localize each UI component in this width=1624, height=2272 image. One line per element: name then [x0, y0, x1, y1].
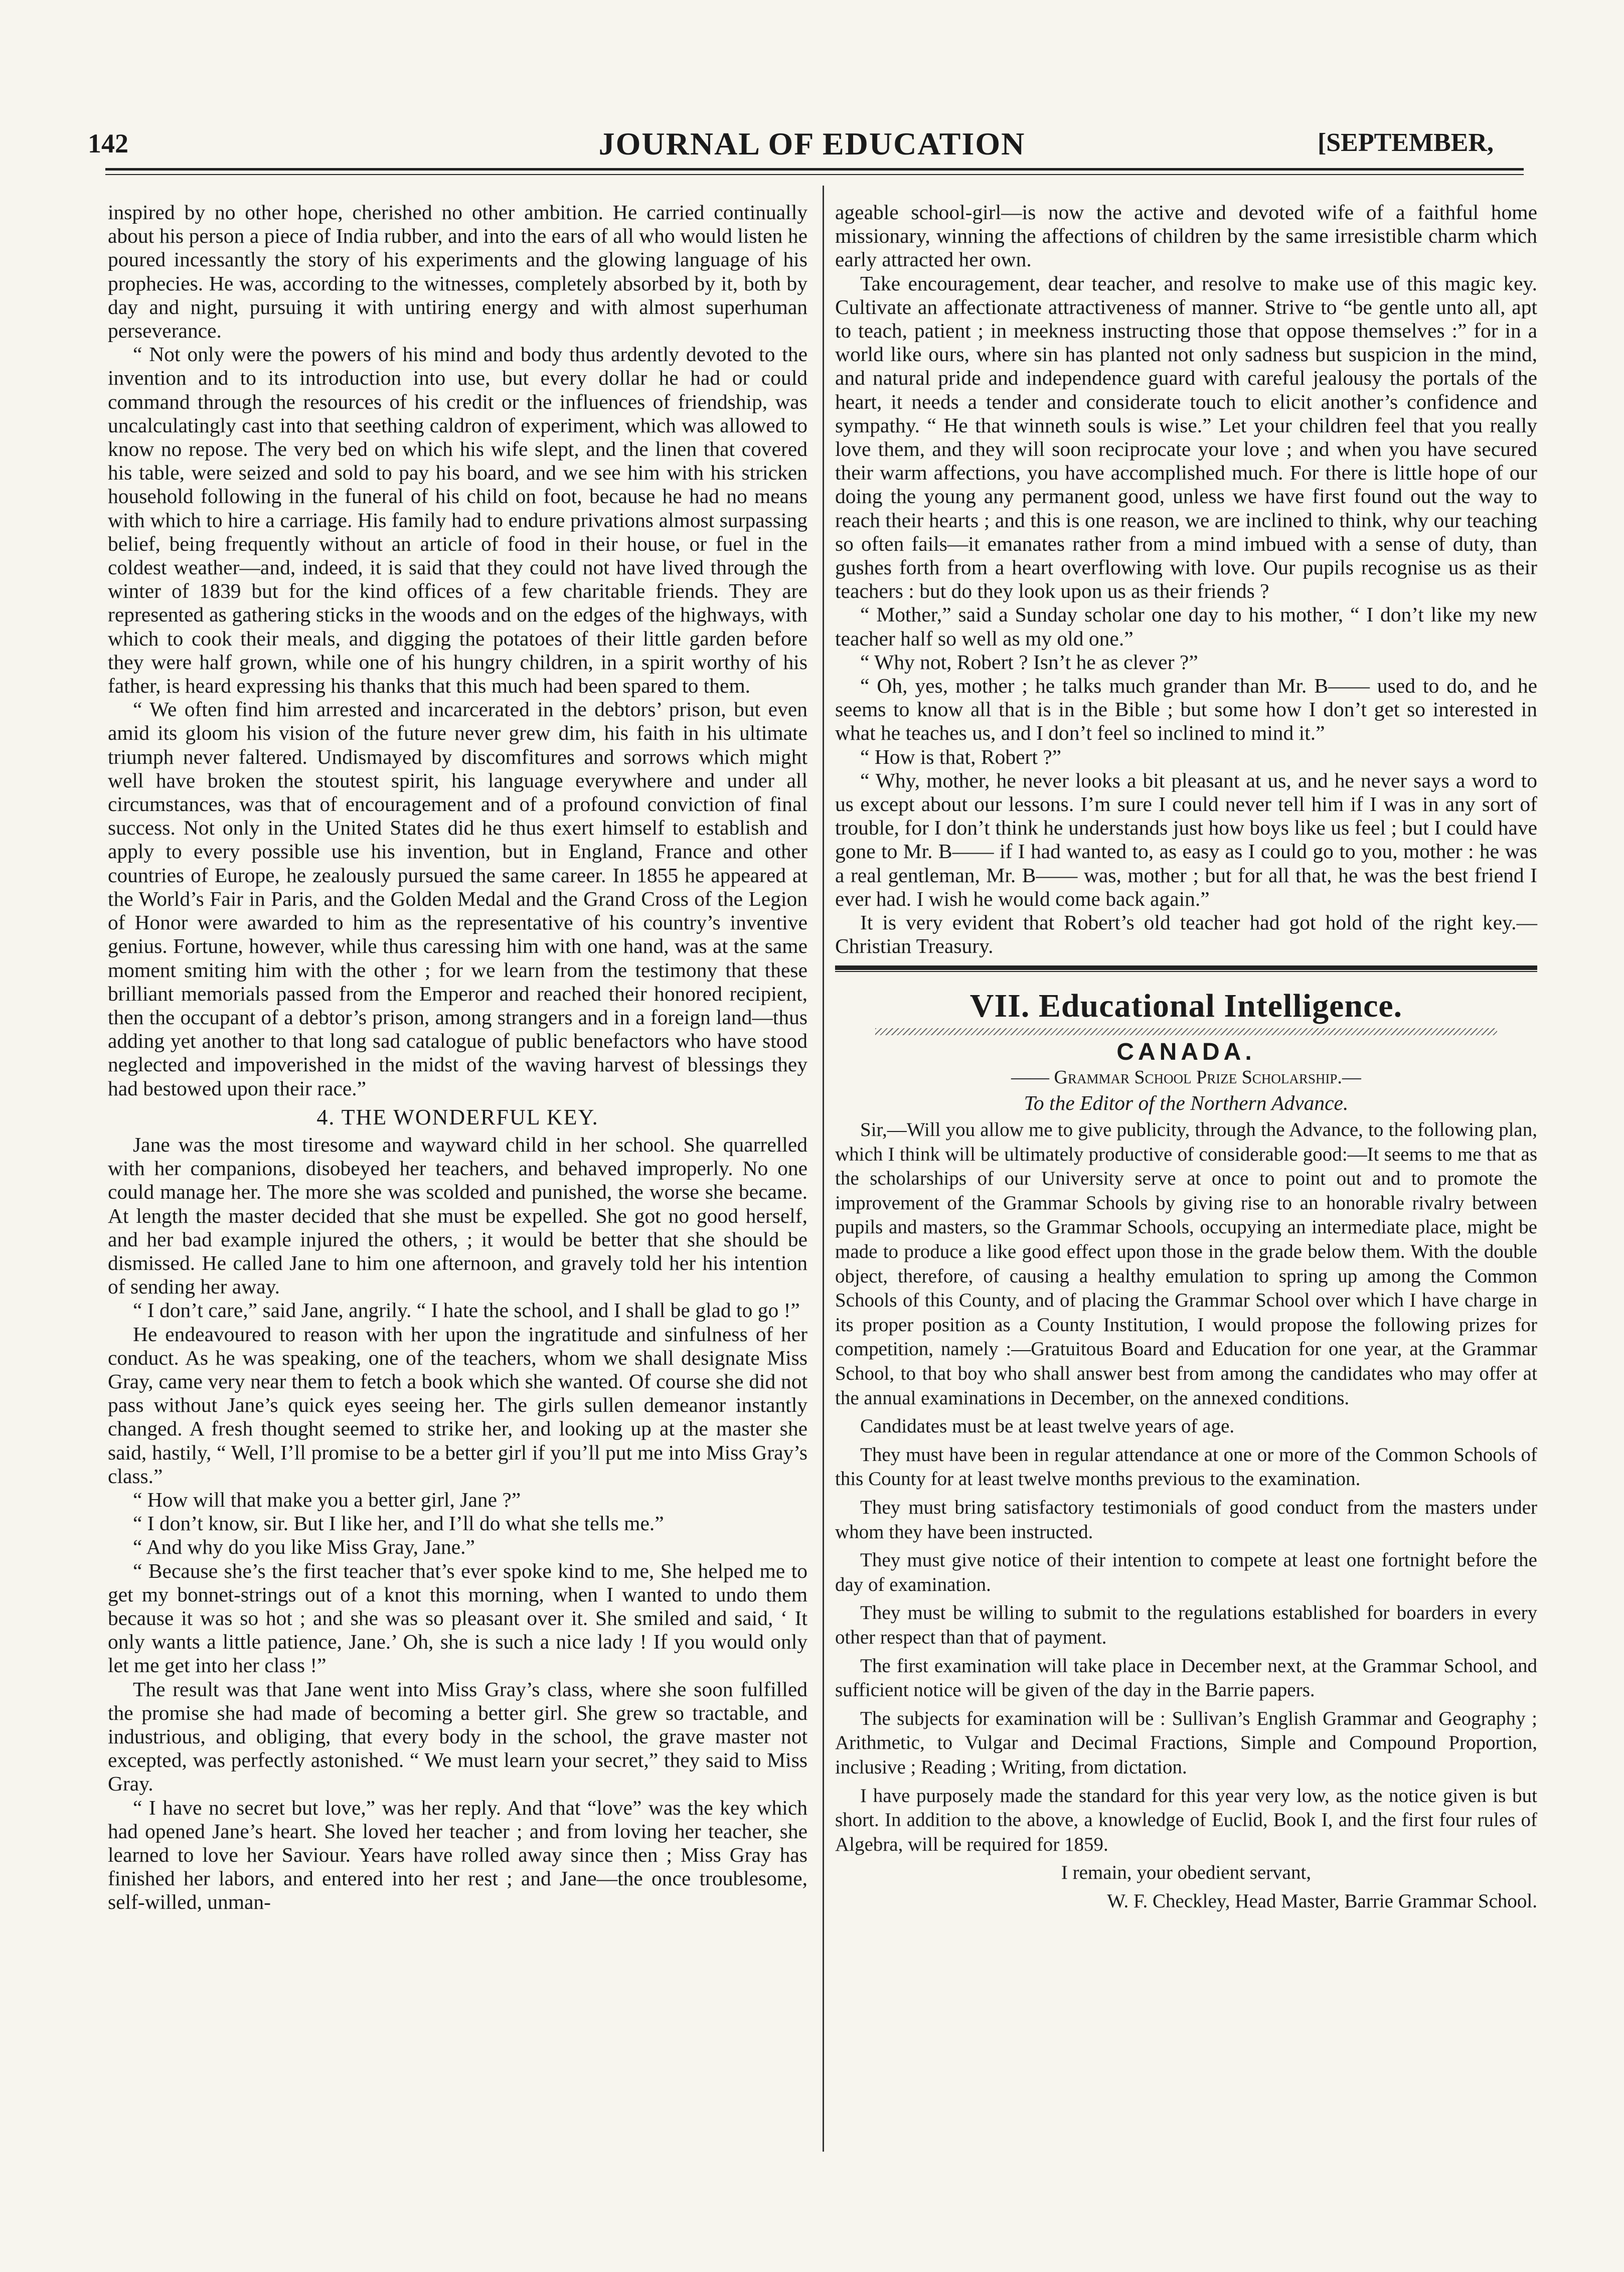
article-paragraph: He endeavoured to reason with her upon the ingratitude and sinfulness of her conduct. As he was speaking, one of the teachers, whom we shall designate Miss Gray, came very near them to fetch a book which she wanted. Of course she did not pass without Jane’s quick eyes seeing her. The girls sullen demeanor instantly changed. A fresh thought seemed to strike her, and looking up at the master she said, hastily, “ Well, I’ll promise to be a better girl if you’ll put me into Miss Gray’s class.”: [108, 1322, 807, 1488]
letter-paragraph: Sir,—Will you allow me to give publicity, through the Advance, to the following plan, which I think will be ultimately productive of considerable good:—It seems to me that as the scholarships of our University serve at once to point out and to promote the improvement of the Grammar Schools by giving rise to an honorable rivalry between pupils and masters, so the Grammar Schools, occupying an intermediate place, might be made to produce a like good effect upon those in the grade below them. With the double object, therefore, of causing a healthy emulation to spring up among the Common Schools of this County, and of placing the Grammar School over which I have charge in its proper position as a County Institution, I would propose the following prizes for competition, namely :—Gratuitous Board and Education for one year, at the Grammar School, to that boy who shall answer best from among the candidates who may offer at the annual examinations in December, on the annexed conditions.: [835, 1119, 1537, 1409]
section-rule-thick: [835, 965, 1537, 970]
letter-closing: I remain, your obedient servant,: [1061, 1862, 1312, 1884]
section-heading: VII. Educational Intelligence.: [969, 987, 1403, 1024]
header-rule-thick: [105, 168, 1524, 171]
header-rule-thin: [105, 174, 1524, 175]
letter-signature: W. F. Checkley, Head Master, Barrie Grammar School.: [1107, 1890, 1537, 1912]
article-paragraph: “ Because she’s the first teacher that’s ever spoke kind to me, She helped me to get my bonnet-strings out of a knot this morning, when I wanted to undo them because it was so hot ; and she was so pleasant over it. She smiled and said, ‘ It only wants a little patience, Jane.’ Oh, she is such a nice lady ! If you would only let me get into her class !”: [108, 1559, 807, 1677]
article-paragraph: “ How is that, Robert ?”: [860, 745, 1062, 768]
article-paragraph: “ I don’t know, sir. But I like her, and I’ll do what she tells me.”: [133, 1512, 664, 1535]
section-heading: 4. THE WONDERFUL KEY.: [316, 1104, 599, 1129]
letter-paragraph: The first examination will take place in December next, at the Grammar School, and sufficient notice will be given of the day in the Barrie papers.: [835, 1655, 1537, 1701]
subheading: CANADA.: [1116, 1038, 1256, 1065]
letter-paragraph: They must have been in regular attendance at one or more of the Common Schools of this County for at least twelve months previous to the examination.: [835, 1443, 1537, 1490]
page-number: 142: [88, 128, 128, 158]
letter-paragraph: I have purposely made the standard for this year very low, as the notice given is but short. In addition to the above, a knowledge of Euclid, Book I, and the first four rules of Algebra, will be required for 1859.: [835, 1784, 1537, 1855]
letter-paragraph: Candidates must be at least twelve years of age.: [860, 1415, 1235, 1437]
article-paragraph: “ How will that make you a better girl, Jane ?”: [133, 1488, 521, 1511]
article-paragraph: “ Not only were the powers of his mind and body thus ardently devoted to the invention and to its introduction into use, but every dollar he had or could command through the resources of his credit or the influences of friendship, was uncalculatingly cast into that seething caldron of experiment, which was allowed to know no repose. The very bed on which his wife slept, and the linen that covered his table, were seized and sold to pay his board, and we see him with his stricken household following in the funeral of his child on foot, because he had no means with which to hire a carriage. His family had to endure privations almost surpassing belief, being frequently without an article of food in their house, or fuel in the coldest weather—and, indeed, it is said that they could not have lived through the winter of 1839 but for the kind offices of a few charitable friends. They are represented as gathering sticks in the woods and on the edges of the highways, with which to cook their meals, and digging the potatoes of their little garden before they were half grown, while one of his hungry children, in a spirit worthy of his father, is heard expressing his thanks that this much had been spared to them.: [108, 343, 807, 698]
letter-paragraph: The subjects for examination will be : Sullivan’s English Grammar and Geography ; Arithmetic, to Vulgar and Decimal Fractions, Simple and Compound Proportion, inclusive ; Reading ; Writing, from dictation.: [835, 1707, 1537, 1778]
scholarship-title: —— Grammar School Prize Scholarship.—: [1011, 1066, 1361, 1088]
letter-addressee: To the Editor of the Northern Advance.: [1024, 1091, 1349, 1114]
article-paragraph: “ I have no secret but love,” was her reply. And that “love” was the key which had opened Jane’s heart. She loved her teacher ; and from loving her teacher, she learned to love her Saviour. Years have rolled away since then ; Miss Gray has finished her labors, and entered into her rest ; and Jane—the once troublesome, self-willed, unman-: [108, 1796, 807, 1914]
article-paragraph: “ And why do you like Miss Gray, Jane.”: [133, 1535, 475, 1559]
left-column: [108, 201, 807, 1914]
right-column: [835, 201, 1537, 1918]
article-paragraph: Jane was the most tiresome and wayward child in her school. She quarrelled with her companions, disobeyed her teachers, and behaved improperly. No one could manage her. The more she was scolded and punished, the worse she became. At length the master decided that she must be expelled. She got no good herself, and her bad example injured the others, ; it would be better that she should be dismissed. He called Jane to him one afternoon, and gravely told her his intention of sending her away.: [108, 1132, 807, 1299]
article-paragraph: ageable school-girl—is now the active and devoted wife of a faithful home missionary, winning the affections of children by the same irresistible charm which early attracted her own.: [835, 201, 1537, 271]
article-paragraph: “ Why, mother, he never looks a bit pleasant at us, and he never says a word to us except about our lessons. I’m sure I could never tell him if I was in any sort of trouble, for I don’t think he understands just how boys like us feel ; but I could have gone to Mr. B—— if I had wanted to, as easy as I could go to you, mother : he was a real gentleman, Mr. B—— was, mother ; but for all that, he was the best friend I ever had. I wish he would come back again.”: [835, 768, 1537, 910]
article-paragraph: “ Oh, yes, mother ; he talks much grander than Mr. B—— used to do, and he seems to know all that is in the Bible ; but some how I don’t get so interested in what he teaches us, and I don’t feel so inclined to mind it.”: [835, 674, 1537, 745]
article-paragraph: It is very evident that Robert’s old teacher had got hold of the right key.—Christian Treasury.: [835, 911, 1537, 958]
journal-title: JOURNAL OF EDUCATION: [598, 126, 1026, 161]
letter-paragraph: They must be willing to submit to the regulations established for boarders in every other respect than that of payment.: [835, 1602, 1537, 1648]
letter-paragraph: They must give notice of their intention to compete at least one fortnight before the day of examination.: [835, 1549, 1537, 1595]
page-header: [0, 0, 1624, 191]
article-paragraph: “ Why not, Robert ? Isn’t he as clever ?”: [860, 650, 1198, 674]
letter-body: [835, 1118, 1537, 1913]
ornamental-rule: [875, 1028, 1497, 1035]
article-paragraph: “ We often find him arrested and incarcerated in the debtors’ prison, but even amid its gloom his vision of the future never grew dim, his faith in his ultimate triumph never faltered. Undismayed by discomfitures and sorrows which might well have broken the stoutest spirit, his language everywhere and under all circumstances, was that of encouragement and of a profound conviction of final success. Not only in the United States did he thus exert himself to establish and apply to every possible use his invention, but in England, France and other countries of Europe, he zealously pursued the same career. In 1855 he appeared at the World’s Fair in Paris, and the Golden Medal and the Grand Cross of the Legion of Honor were awarded to him as the representative of his country’s inventive genius. Fortune, however, while thus caressing him with one hand, was at the same moment smiting him with the other ; for we learn from the testimony that these brilliant memorials passed from the Emperor and reached their honored recipient, then the occupant of a debtor’s prison, among strangers and in a foreign land—thus adding yet another to that long sad catalogue of public benefactors who have stood neglected and impoverished in the midst of the waving harvest of blessings they had bestowed upon their race.”: [108, 698, 807, 1100]
article-paragraph: The result was that Jane went into Miss Gray’s class, where she soon fulfilled the promise she had made of becoming a better girl. She grew so tractable, and industrious, and obliging, that every body in the school, the grave master not excepted, was perfectly astonished. “ We must learn your secret,” they said to Miss Gray.: [108, 1677, 807, 1796]
section-rule-thin: [835, 971, 1537, 972]
column-divider: [823, 186, 824, 2152]
article-paragraph: inspired by no other hope, cherished no other ambition. He carried continually about his person a piece of India rubber, and into the ears of all who would listen he poured incessantly the story of his experiments and the glowing language of his prophecies. He was, according to the witnesses, completely absorbed by it, both by day and night, pursuing it with untiring energy and with almost superhuman perseverance.: [108, 201, 807, 343]
issue-month: [SEPTEMBER,: [1317, 128, 1494, 157]
article-paragraph: “ I don’t care,” said Jane, angrily. “ I hate the school, and I shall be glad to go !”: [133, 1299, 800, 1322]
article-paragraph: “ Mother,” said a Sunday scholar one day to his mother, “ I don’t like my new teacher half so well as my old one.”: [835, 603, 1537, 650]
letter-paragraph: They must bring satisfactory testimonials of good conduct from the masters under whom they have been instructed.: [835, 1497, 1537, 1543]
article-paragraph: Take encouragement, dear teacher, and resolve to make use of this magic key. Cultivate an affectionate attractiveness of manner. Strive to “be gentle unto all, apt to teach, patient ; in meekness instructing those that oppose themselves :” for in a world like ours, where sin has planted not only sadness but suspicion in the mind, and natural pride and independence guard with careful jealousy the portals of the heart, it needs a tender and considerate touch to elicit another’s confidence and sympathy. “ He that winneth souls is wise.” Let your children feel that you really love them, and they will soon reciprocate your love ; and when you have secured their warm affections, you have accomplished much. For there is little hope of our doing the young any permanent good, unless we have first found out the way to reach their hearts ; and this is one reason, we are inclined to think, why our teaching so often fails—it emanates rather from a mind imbued with a sense of duty, than gushes forth from a heart overflowing with love. Our pupils recognise us as their teachers : but do they look upon us as their friends ?: [835, 271, 1537, 603]
